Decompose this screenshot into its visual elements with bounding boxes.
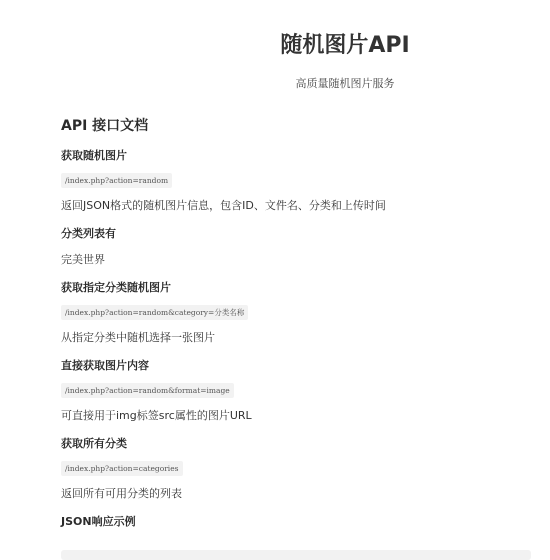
section-category-random: [61, 280, 531, 346]
section-title: 获取指定分类随机图片: [61, 281, 171, 294]
section-title: JSON响应示例: [61, 515, 136, 528]
section-image-content: [61, 358, 531, 424]
section-title: 直接获取图片内容: [61, 359, 149, 372]
section-random-image: [61, 148, 531, 214]
doc-title: API 接口文档: [61, 118, 149, 134]
page-title: 随机图片API: [280, 33, 410, 58]
section-description: 可直接用于img标签src属性的图片URL: [61, 409, 252, 422]
section-json-example: [61, 514, 531, 530]
section-category-list: [61, 226, 531, 268]
section-description: 返回JSON格式的随机图片信息，包含ID、文件名、分类和上传时间: [61, 199, 386, 212]
section-description: 从指定分类中随机选择一张图片: [61, 331, 215, 344]
section-description: 返回所有可用分类的列表: [61, 487, 182, 500]
endpoint-code[interactable]: /index.php?action=categories: [61, 461, 183, 476]
endpoint-code[interactable]: /index.php?action=random: [61, 173, 172, 188]
page-subtitle: 高质量随机图片服务: [295, 77, 395, 90]
section-all-categories: [61, 436, 531, 502]
endpoint-code[interactable]: /index.php?action=random&format=image: [61, 383, 234, 398]
endpoint-code[interactable]: /index.php?action=random&category=分类名称: [61, 305, 248, 320]
section-title: 分类列表有: [61, 227, 116, 240]
section-title: 获取所有分类: [61, 437, 127, 450]
api-doc: [61, 116, 531, 530]
section-title: 获取随机图片: [61, 149, 127, 162]
json-example-block: [61, 550, 531, 560]
category-name: 完美世界: [61, 253, 105, 266]
